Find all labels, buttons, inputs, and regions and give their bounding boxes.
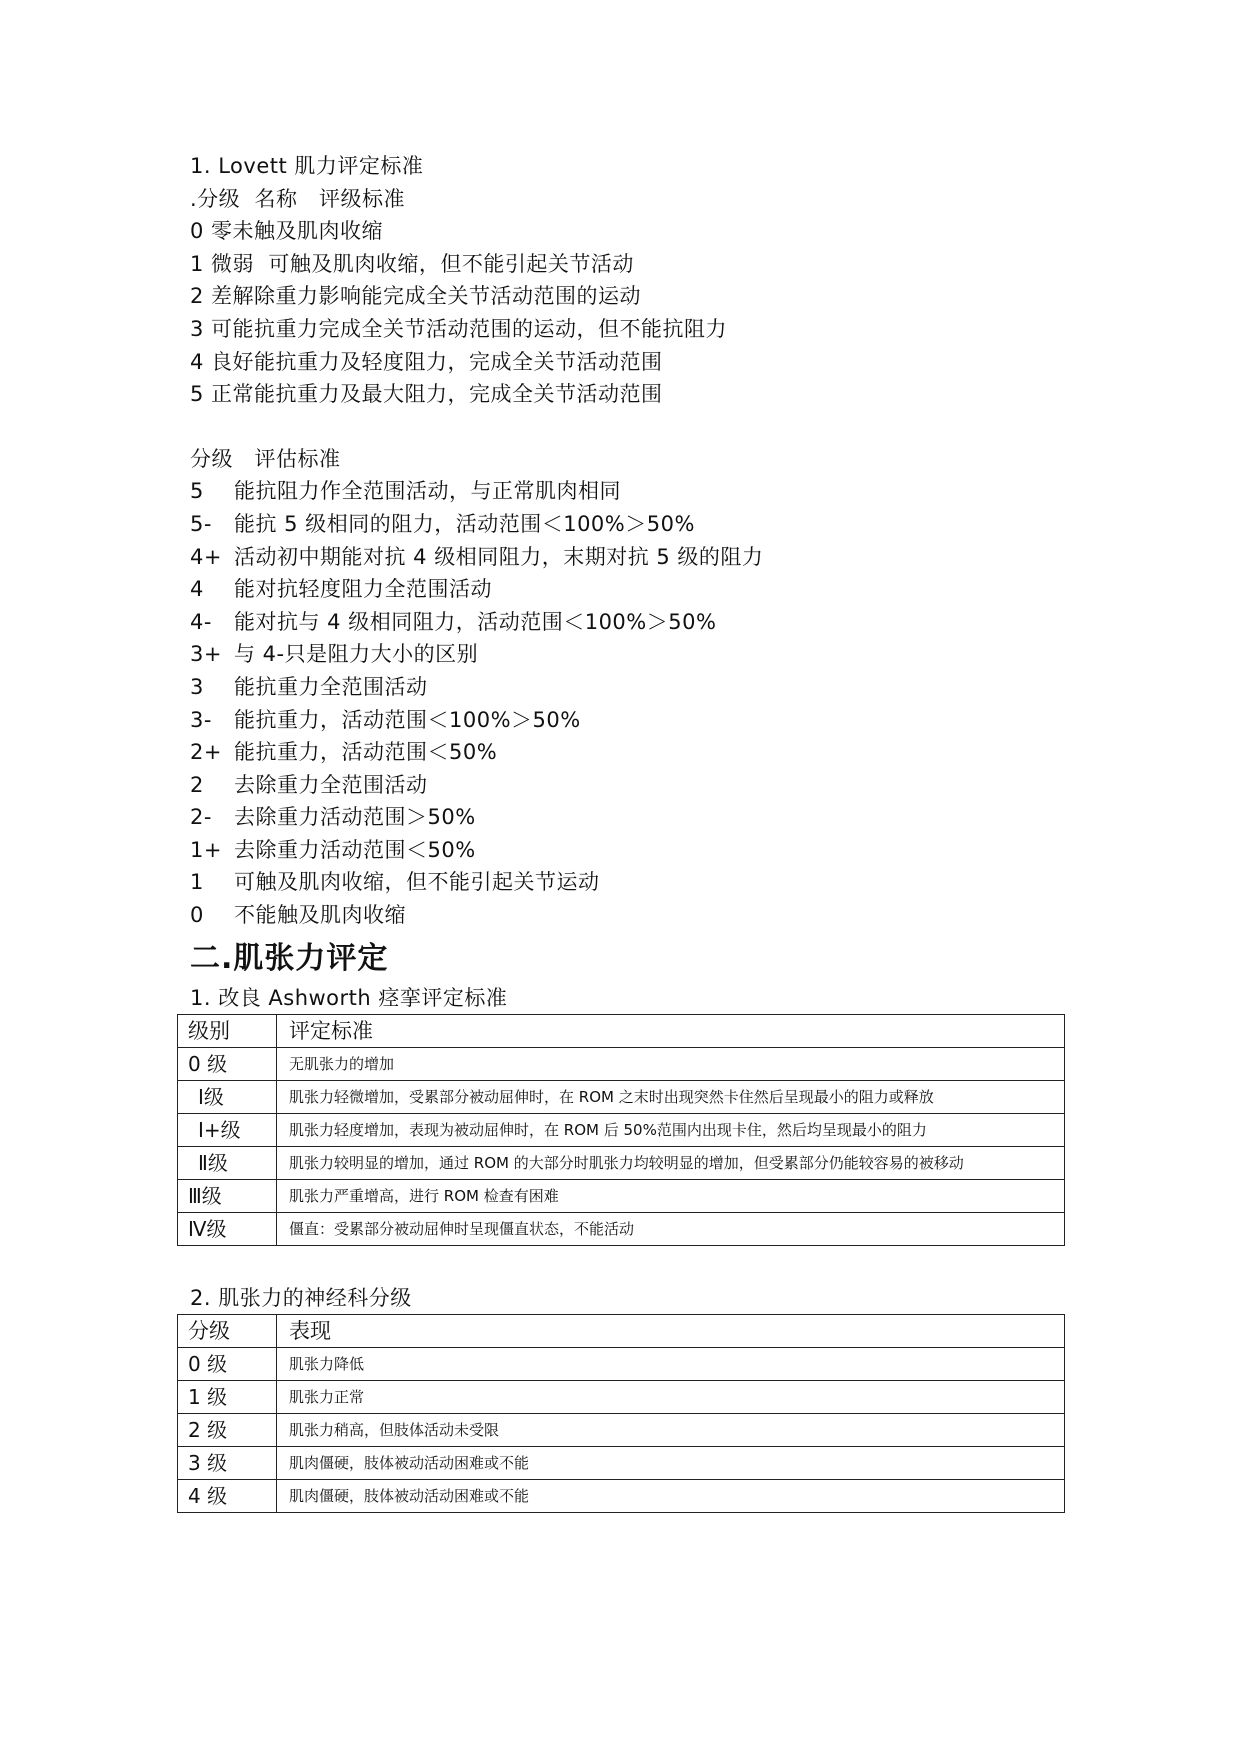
table-row — [178, 1146, 1065, 1179]
table-header-cell: 分级 — [178, 1314, 277, 1347]
grade-value: 5 — [190, 479, 204, 504]
criteria-cell: 肌张力严重增高，进行 ROM 检查有困难 — [277, 1179, 1065, 1212]
grade-cell: Ⅲ级 — [178, 1179, 277, 1212]
grade-text: 能对抗轻度阻力全范围活动 — [234, 577, 492, 602]
ashworth-table — [177, 1014, 1065, 1246]
grade-value: 4 — [190, 577, 204, 602]
table-header-cell: 评定标准 — [277, 1014, 1065, 1047]
table-row — [178, 1479, 1065, 1512]
grade-text: 能抗 5 级相同的阻力，活动范围＜100%＞50% — [234, 511, 695, 536]
grade-text: 不能触及肌肉收缩 — [234, 903, 406, 928]
grade-value: 0 — [190, 903, 204, 928]
grade-row — [190, 899, 1070, 932]
grade-row — [190, 769, 1070, 802]
criteria-cell: 肌肉僵硬，肢体被动活动困难或不能 — [277, 1479, 1065, 1512]
grade-value: 3- — [190, 707, 212, 732]
table-header-cell: 表现 — [277, 1314, 1065, 1347]
table-row — [178, 1179, 1065, 1212]
grade-text: 去除重力全范围活动 — [234, 772, 428, 797]
grade-cell: 1 级 — [178, 1380, 277, 1413]
grade-row — [190, 801, 1070, 834]
grade-cell: 3 级 — [178, 1446, 277, 1479]
table-header-row — [178, 1314, 1065, 1347]
criteria-cell: 肌张力轻微增加，受累部分被动屈伸时，在 ROM 之末时出现突然卡住然后呈现最小的阻力或释放 — [277, 1080, 1065, 1113]
grade-text: 去除重力活动范围＞50% — [234, 805, 476, 830]
table-row — [178, 1380, 1065, 1413]
ashworth-caption: 1. 改良 Ashworth 痉挛评定标准 — [190, 985, 508, 1010]
grade-text: 能抗重力，活动范围＜50% — [234, 740, 498, 765]
table-header-cell: 级别 — [178, 1014, 277, 1047]
grade-text: 能抗重力全范围活动 — [234, 674, 428, 699]
grade-text: 能抗阻力作全范围活动，与正常肌肉相同 — [234, 479, 621, 504]
table-row — [178, 1080, 1065, 1113]
criteria-cell: 无肌张力的增加 — [277, 1047, 1065, 1080]
grade-row — [190, 638, 1070, 671]
criteria-cell: 僵直：受累部分被动屈伸时呈现僵直状态，不能活动 — [277, 1212, 1065, 1245]
grade-row — [190, 834, 1070, 867]
grade-value: 3 — [190, 674, 204, 699]
table-row — [178, 1347, 1065, 1380]
grade-value: 2 — [190, 772, 204, 797]
grade-row — [190, 736, 1070, 769]
grade-value: 2- — [190, 805, 212, 830]
grade-text: 与 4-只是阻力大小的区别 — [234, 642, 479, 667]
document-content — [190, 150, 1070, 1513]
grade-value: 4- — [190, 609, 212, 634]
lovett-item: 5 正常能抗重力及最大阻力，完成全关节活动范围 — [190, 382, 663, 407]
criteria-cell: 肌肉僵硬，肢体被动活动困难或不能 — [277, 1446, 1065, 1479]
criteria-cell: 肌张力降低 — [277, 1347, 1065, 1380]
grade-text: 能对抗与 4 级相同阻力，活动范围＜100%＞50% — [234, 609, 717, 634]
grade-text: 能抗重力，活动范围＜100%＞50% — [234, 707, 581, 732]
grade-row — [190, 866, 1070, 899]
grade-cell: 0 级 — [178, 1047, 277, 1080]
criteria-cell: 肌张力稍高，但肢体活动未受限 — [277, 1413, 1065, 1446]
grade-value: 3+ — [190, 642, 222, 667]
grade-row — [190, 541, 1070, 574]
grade-cell: Ⅱ级 — [178, 1146, 277, 1179]
table-row — [178, 1212, 1065, 1245]
criteria-cell: 肌张力正常 — [277, 1380, 1065, 1413]
grade-text: 去除重力活动范围＜50% — [234, 837, 476, 862]
lovett-item: 1 微弱 可触及肌肉收缩，但不能引起关节活动 — [190, 251, 634, 276]
grade-row — [190, 475, 1070, 508]
spacer — [190, 411, 1070, 443]
neuro-table — [177, 1314, 1065, 1513]
criteria-cell: 肌张力轻度增加，表现为被动屈伸时，在 ROM 后 50%范围内出现卡住，然后均呈现最小的阻力 — [277, 1113, 1065, 1146]
table-row — [178, 1446, 1065, 1479]
grade-value: 1+ — [190, 837, 222, 862]
grade-value: 1 — [190, 870, 204, 895]
grades-header: 分级 评估标准 — [190, 446, 341, 471]
lovett-title: 1. Lovett 肌力评定标准 — [190, 154, 424, 178]
section-heading: 二.肌张力评定 — [190, 940, 389, 976]
grade-text: 可触及肌肉收缩，但不能引起关节运动 — [234, 870, 600, 895]
grade-cell: 2 级 — [178, 1413, 277, 1446]
lovett-item: 0 零未触及肌肉收缩 — [190, 219, 384, 244]
grade-cell: 0 级 — [178, 1347, 277, 1380]
table-row — [178, 1413, 1065, 1446]
grade-row — [190, 671, 1070, 704]
spacer — [190, 1246, 1070, 1282]
grade-value: 4+ — [190, 544, 222, 569]
neuro-caption: 2. 肌张力的神经科分级 — [190, 1285, 412, 1310]
grade-row — [190, 573, 1070, 606]
grade-row — [190, 508, 1070, 541]
table-row — [178, 1113, 1065, 1146]
table-header-row — [178, 1014, 1065, 1047]
lovett-header: .分级 名称 评级标准 — [190, 186, 406, 211]
lovett-item: 3 可能抗重力完成全关节活动范围的运动，但不能抗阻力 — [190, 316, 728, 341]
grade-cell: Ⅰ级 — [178, 1080, 277, 1113]
lovett-item: 2 差解除重力影响能完成全关节活动范围的运动 — [190, 284, 642, 309]
grade-cell: 4 级 — [178, 1479, 277, 1512]
grade-value: 2+ — [190, 740, 222, 765]
table-row — [178, 1047, 1065, 1080]
lovett-item: 4 良好能抗重力及轻度阻力，完成全关节活动范围 — [190, 349, 663, 374]
criteria-cell: 肌张力较明显的增加，通过 ROM 的大部分时肌张力均较明显的增加，但受累部分仍能较容易的被移动 — [277, 1146, 1065, 1179]
grade-value: 5- — [190, 511, 212, 536]
grade-row — [190, 704, 1070, 737]
grade-row — [190, 606, 1070, 639]
grade-cell: Ⅳ级 — [178, 1212, 277, 1245]
grade-text: 活动初中期能对抗 4 级相同阻力，末期对抗 5 级的阻力 — [234, 544, 764, 569]
grade-cell: Ⅰ+级 — [178, 1113, 277, 1146]
